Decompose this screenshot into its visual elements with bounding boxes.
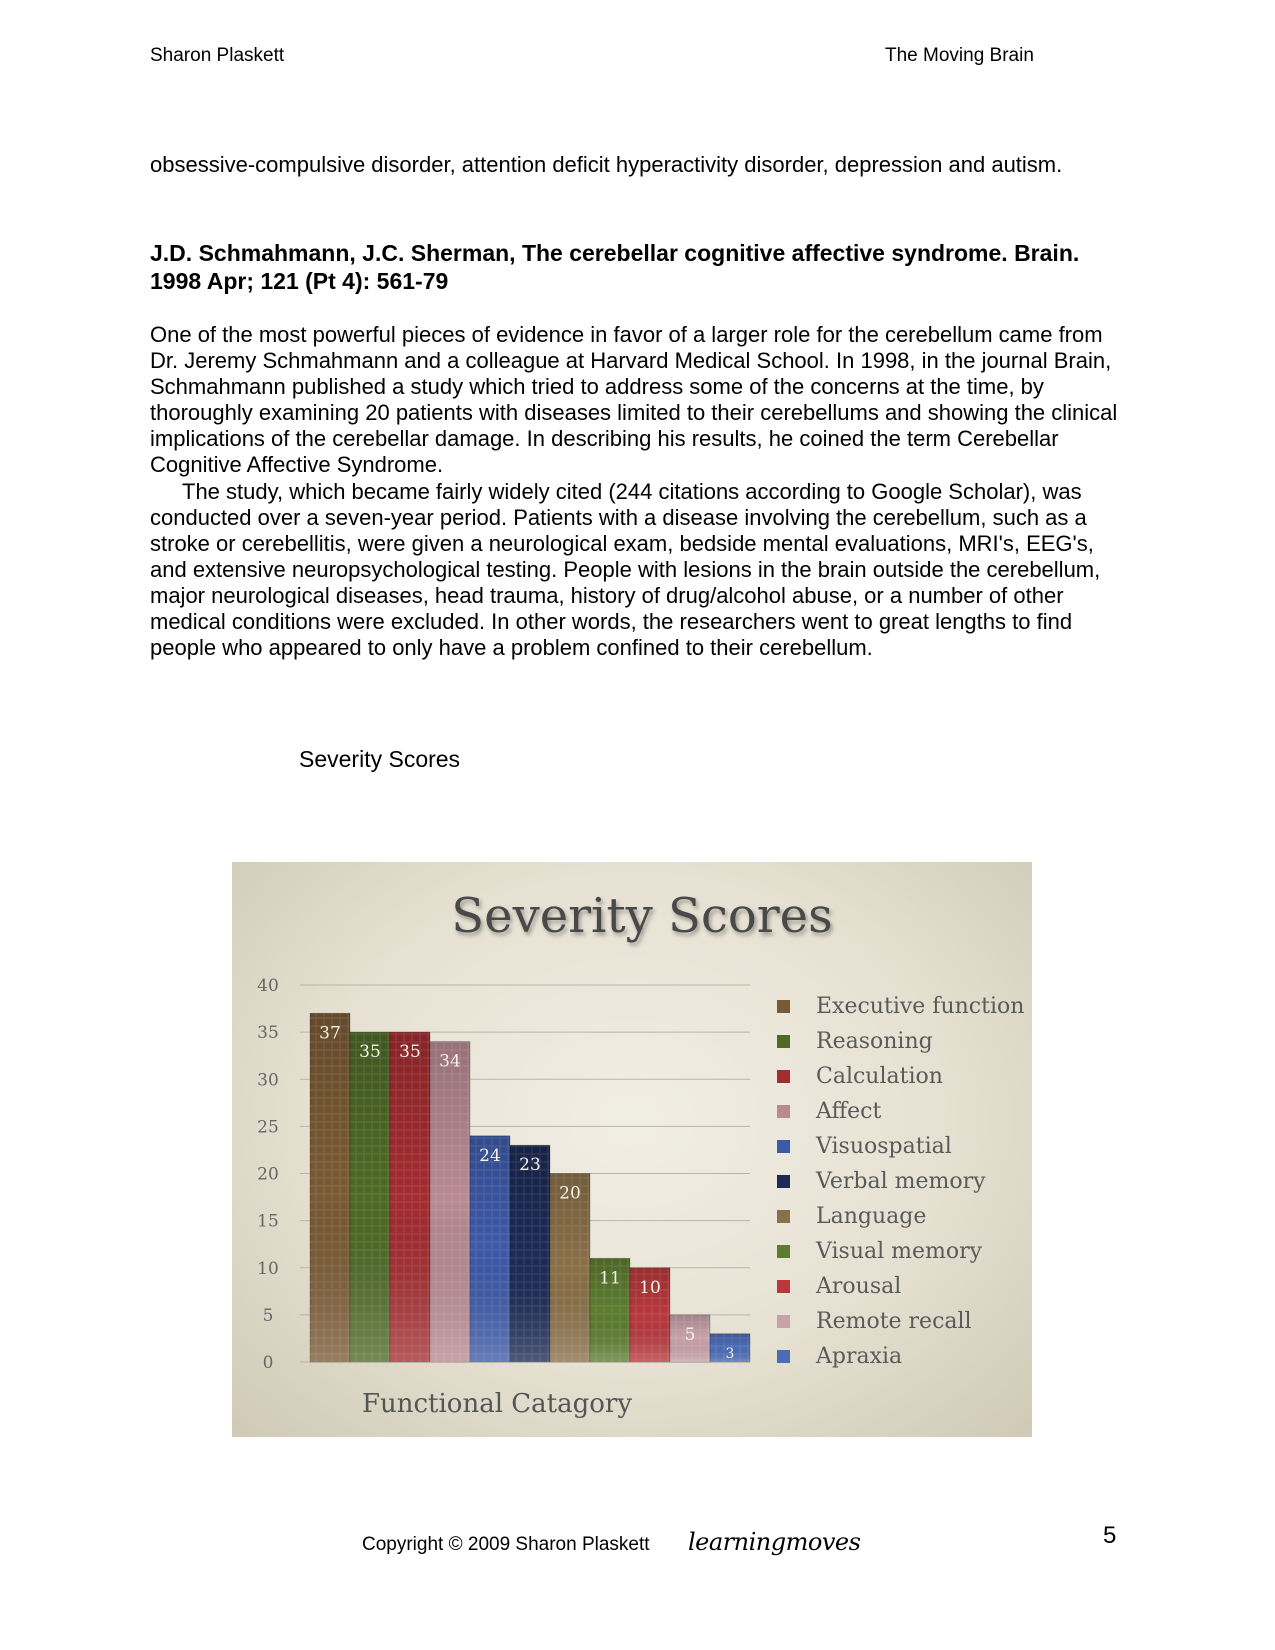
legend-swatch xyxy=(777,1175,790,1188)
legend-entry: Affect xyxy=(816,1099,882,1124)
paragraph-1: One of the most powerful pieces of evidence in favor of a larger role for the cerebellum came from Dr. Jeremy Schmahmann and a colleague at Harvard Medical School. In 1998, in the journal Brain, Schmahmann published a study which tried to address some of the concerns at the time, by thoroughly examining 20 patients with diseases limited to their cerebellums and showing the clinical implications of the cerebellar damage. In describing his results, he coined the term Cerebellar Cognitive Affective Syndrome. xyxy=(150,322,1118,477)
header-author: Sharon Plaskett xyxy=(150,45,285,66)
legend-entry: Visuospatial xyxy=(816,1134,952,1159)
y-tick-label: 5 xyxy=(262,1305,274,1326)
data-label: 20 xyxy=(559,1183,581,1204)
header-book-title: The Moving Brain xyxy=(885,45,1034,66)
legend xyxy=(777,994,1024,1369)
chart-canvas xyxy=(232,862,1032,1437)
y-tick-label: 20 xyxy=(257,1164,279,1185)
chart-title: Severity Scores xyxy=(451,888,833,944)
legend-entry: Reasoning xyxy=(816,1029,933,1054)
data-label: 11 xyxy=(599,1268,621,1289)
legend-swatch xyxy=(777,1210,790,1223)
intro-fragment: obsessive-compulsive disorder, attention deficit hyperactivity disorder, depression and autism. xyxy=(150,152,1063,177)
legend-swatch xyxy=(777,1105,790,1118)
legend-entry: Verbal memory xyxy=(816,1169,986,1194)
learningmoves-logo: learningmoves xyxy=(688,1528,861,1556)
data-label: 37 xyxy=(319,1023,341,1044)
y-tick-label: 35 xyxy=(257,1023,279,1044)
y-tick-label: 0 xyxy=(262,1353,274,1373)
page-number: 5 xyxy=(1103,1522,1117,1549)
severity-chart xyxy=(232,862,1032,1437)
legend-entry: Visual memory xyxy=(816,1239,983,1264)
x-axis-label: Functional Catagory xyxy=(361,1389,633,1419)
legend-swatch xyxy=(777,1140,790,1153)
legend-swatch xyxy=(777,1035,790,1048)
footer-copyright: Copyright © 2009 Sharon Plaskett xyxy=(362,1534,650,1555)
legend-swatch xyxy=(777,1000,790,1013)
legend-swatch xyxy=(777,1245,790,1258)
data-label: 3 xyxy=(725,1346,735,1362)
legend-swatch xyxy=(777,1280,790,1293)
legend-entry: Remote recall xyxy=(816,1309,972,1334)
y-axis-ticks xyxy=(257,976,279,1373)
y-tick-label: 10 xyxy=(257,1258,279,1279)
legend-entry: Apraxia xyxy=(816,1344,903,1369)
legend-swatch xyxy=(777,1315,790,1328)
y-tick-label: 25 xyxy=(257,1117,279,1138)
bar-texture xyxy=(430,1042,470,1362)
legend-swatch xyxy=(777,1070,790,1083)
bar-texture xyxy=(470,1136,510,1362)
y-tick-label: 30 xyxy=(257,1070,279,1091)
legend-swatch xyxy=(777,1350,790,1363)
data-label: 35 xyxy=(399,1042,421,1063)
bar-texture xyxy=(390,1032,430,1362)
legend-entry: Executive function xyxy=(816,994,1025,1019)
y-tick-label: 40 xyxy=(257,976,279,996)
data-label: 10 xyxy=(639,1277,661,1298)
data-label: 35 xyxy=(359,1042,381,1063)
paragraph-2: The study, which became fairly widely cited (244 citations according to Google Scholar), was conducted over a seven-year period. Patients with a disease involving the cerebellum, such as a stroke or cerebellitis, were given a neurological exam, bedside mental evaluations, MRI's, EEG's, and extensive neuropsychological testing. People with lesions in the brain outside the cerebellum, major neurological diseases, head trauma, history of drug/alcohol abuse, or a number of other medical conditions were excluded. In other words, the researchers went to great lengths to find people who appeared to only have a problem confined to their cerebellum. xyxy=(150,479,1101,660)
bar-texture xyxy=(310,1013,350,1362)
bar-texture xyxy=(510,1145,550,1362)
bar-texture xyxy=(350,1032,390,1362)
bars xyxy=(310,1013,750,1362)
data-label: 23 xyxy=(519,1155,541,1176)
figure-caption: Severity Scores xyxy=(299,746,461,772)
legend-entry: Language xyxy=(816,1204,927,1229)
citation-heading: J.D. Schmahmann, J.C. Sherman, The cerebellar cognitive affective syndrome. Brain. 1998 Apr; 121 (Pt 4): 561-79 xyxy=(150,240,1080,294)
data-label: 34 xyxy=(439,1051,461,1072)
legend-entry: Arousal xyxy=(816,1274,902,1299)
legend-entry: Calculation xyxy=(816,1064,943,1089)
data-label: 5 xyxy=(684,1324,696,1345)
data-label: 24 xyxy=(479,1145,501,1166)
y-tick-label: 15 xyxy=(257,1211,279,1232)
